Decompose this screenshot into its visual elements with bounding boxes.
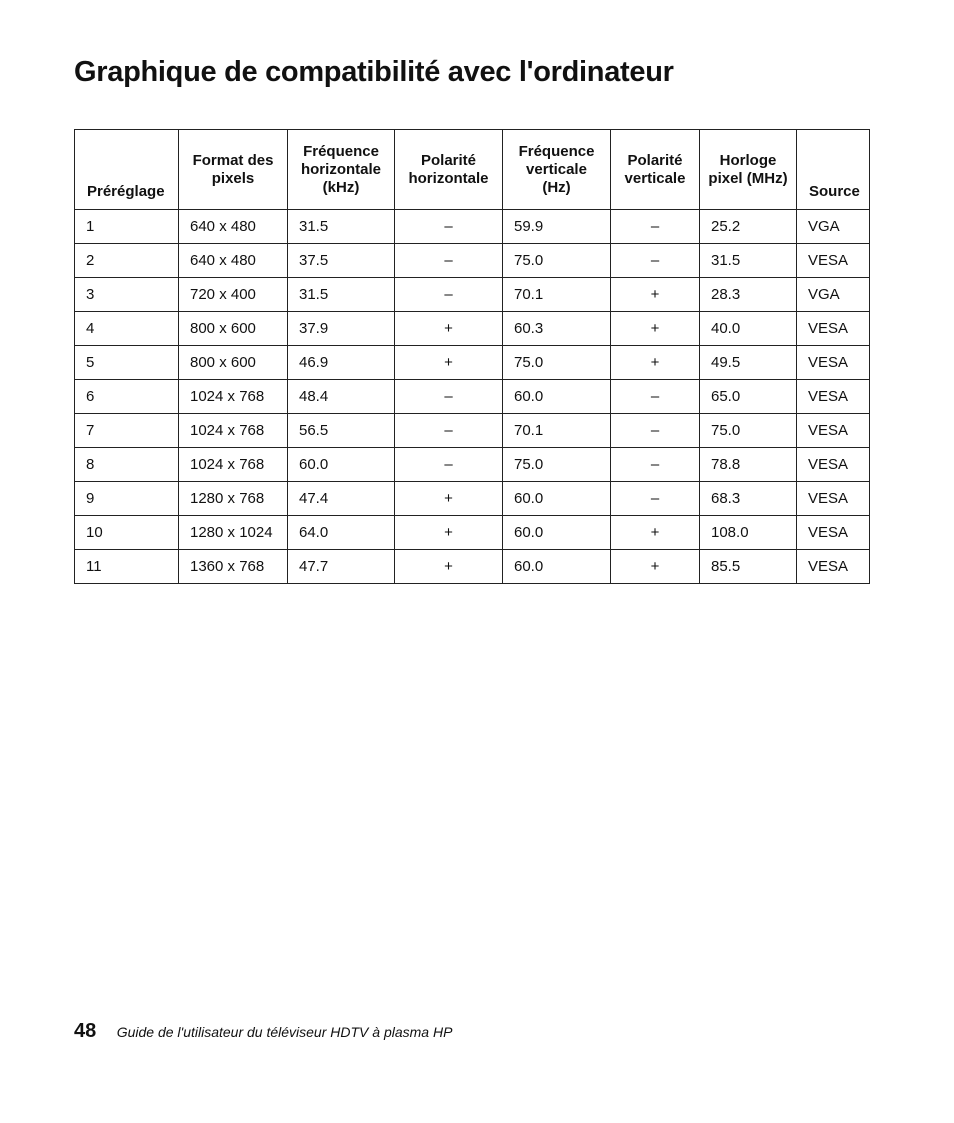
cell-pixel-clock: 68.3 xyxy=(700,482,797,516)
cell-source: VESA xyxy=(797,516,870,550)
cell-pixel-format: 1024 x 768 xyxy=(179,414,288,448)
cell-pixel-clock: 49.5 xyxy=(700,346,797,380)
cell-horizontal-polarity: + xyxy=(395,516,503,550)
cell-horizontal-frequency: 60.0 xyxy=(288,448,395,482)
table-row xyxy=(75,244,870,278)
cell-preset: 11 xyxy=(75,550,179,584)
cell-preset: 8 xyxy=(75,448,179,482)
cell-vertical-frequency: 70.1 xyxy=(503,278,611,312)
cell-preset: 10 xyxy=(75,516,179,550)
cell-preset: 6 xyxy=(75,380,179,414)
cell-pixel-clock: 28.3 xyxy=(700,278,797,312)
cell-vertical-polarity: + xyxy=(611,516,700,550)
cell-horizontal-polarity: + xyxy=(395,482,503,516)
cell-pixel-format: 640 x 480 xyxy=(179,244,288,278)
cell-vertical-polarity: + xyxy=(611,346,700,380)
cell-preset: 4 xyxy=(75,312,179,346)
cell-preset: 2 xyxy=(75,244,179,278)
cell-pixel-format: 1024 x 768 xyxy=(179,448,288,482)
table-row xyxy=(75,414,870,448)
cell-horizontal-frequency: 46.9 xyxy=(288,346,395,380)
cell-pixel-clock: 85.5 xyxy=(700,550,797,584)
cell-horizontal-frequency: 31.5 xyxy=(288,278,395,312)
cell-pixel-clock: 78.8 xyxy=(700,448,797,482)
cell-pixel-clock: 108.0 xyxy=(700,516,797,550)
cell-horizontal-polarity: – xyxy=(395,244,503,278)
cell-vertical-polarity: – xyxy=(611,210,700,244)
table-row xyxy=(75,346,870,380)
cell-source: VESA xyxy=(797,550,870,584)
cell-horizontal-polarity: + xyxy=(395,346,503,380)
header-vertical-polarity: Polarité verticale xyxy=(611,130,700,210)
cell-pixel-clock: 75.0 xyxy=(700,414,797,448)
cell-horizontal-polarity: + xyxy=(395,312,503,346)
table-row xyxy=(75,278,870,312)
header-horizontal-polarity: Polarité horizontale xyxy=(395,130,503,210)
header-vertical-frequency: Fréquence verticale (Hz) xyxy=(503,130,611,210)
cell-vertical-frequency: 75.0 xyxy=(503,448,611,482)
cell-pixel-format: 720 x 400 xyxy=(179,278,288,312)
cell-vertical-polarity: – xyxy=(611,482,700,516)
cell-pixel-format: 640 x 480 xyxy=(179,210,288,244)
cell-vertical-polarity: – xyxy=(611,380,700,414)
cell-vertical-frequency: 59.9 xyxy=(503,210,611,244)
page-number: 48 xyxy=(74,1020,97,1042)
cell-pixel-clock: 31.5 xyxy=(700,244,797,278)
cell-pixel-format: 800 x 600 xyxy=(179,312,288,346)
cell-source: VESA xyxy=(797,482,870,516)
cell-source: VESA xyxy=(797,448,870,482)
cell-vertical-polarity: – xyxy=(611,244,700,278)
cell-horizontal-polarity: – xyxy=(395,380,503,414)
cell-pixel-clock: 25.2 xyxy=(700,210,797,244)
cell-vertical-frequency: 70.1 xyxy=(503,414,611,448)
cell-pixel-format: 1024 x 768 xyxy=(179,380,288,414)
cell-horizontal-frequency: 56.5 xyxy=(288,414,395,448)
cell-pixel-format: 800 x 600 xyxy=(179,346,288,380)
cell-horizontal-frequency: 37.5 xyxy=(288,244,395,278)
cell-pixel-clock: 65.0 xyxy=(700,380,797,414)
table-header-row xyxy=(75,130,870,210)
cell-preset: 7 xyxy=(75,414,179,448)
table-row xyxy=(75,380,870,414)
cell-vertical-polarity: – xyxy=(611,414,700,448)
cell-vertical-frequency: 60.0 xyxy=(503,482,611,516)
cell-horizontal-polarity: – xyxy=(395,210,503,244)
cell-source: VESA xyxy=(797,380,870,414)
table-row xyxy=(75,448,870,482)
cell-vertical-polarity: + xyxy=(611,278,700,312)
cell-pixel-format: 1280 x 768 xyxy=(179,482,288,516)
cell-horizontal-frequency: 47.7 xyxy=(288,550,395,584)
cell-source: VGA xyxy=(797,278,870,312)
cell-source: VESA xyxy=(797,312,870,346)
table-row xyxy=(75,516,870,550)
table-row xyxy=(75,482,870,516)
footer-text: Guide de l'utilisateur du téléviseur HDTV à plasma HP xyxy=(116,1024,453,1040)
page-footer xyxy=(74,1020,452,1043)
cell-preset: 1 xyxy=(75,210,179,244)
cell-horizontal-polarity: – xyxy=(395,278,503,312)
cell-vertical-frequency: 75.0 xyxy=(503,346,611,380)
cell-horizontal-frequency: 47.4 xyxy=(288,482,395,516)
header-pixel-format: Format des pixels xyxy=(179,130,288,210)
cell-horizontal-frequency: 48.4 xyxy=(288,380,395,414)
page-title: Graphique de compatibilité avec l'ordinateur xyxy=(74,56,674,88)
cell-preset: 5 xyxy=(75,346,179,380)
cell-preset: 3 xyxy=(75,278,179,312)
cell-source: VESA xyxy=(797,414,870,448)
cell-horizontal-polarity: + xyxy=(395,550,503,584)
cell-source: VESA xyxy=(797,346,870,380)
cell-vertical-frequency: 60.0 xyxy=(503,516,611,550)
cell-pixel-format: 1360 x 768 xyxy=(179,550,288,584)
cell-horizontal-frequency: 37.9 xyxy=(288,312,395,346)
table-row xyxy=(75,210,870,244)
cell-horizontal-polarity: – xyxy=(395,448,503,482)
cell-vertical-frequency: 60.3 xyxy=(503,312,611,346)
cell-horizontal-frequency: 31.5 xyxy=(288,210,395,244)
cell-source: VESA xyxy=(797,244,870,278)
cell-preset: 9 xyxy=(75,482,179,516)
header-pixel-clock: Horloge pixel (MHz) xyxy=(700,130,797,210)
header-horizontal-frequency: Fréquence horizontale (kHz) xyxy=(288,130,395,210)
cell-horizontal-polarity: – xyxy=(395,414,503,448)
cell-horizontal-frequency: 64.0 xyxy=(288,516,395,550)
header-preset: Préréglage xyxy=(75,130,179,210)
table-body xyxy=(75,210,870,584)
cell-source: VGA xyxy=(797,210,870,244)
table-row xyxy=(75,312,870,346)
cell-vertical-frequency: 60.0 xyxy=(503,550,611,584)
cell-vertical-frequency: 60.0 xyxy=(503,380,611,414)
compatibility-table xyxy=(74,129,870,584)
cell-vertical-frequency: 75.0 xyxy=(503,244,611,278)
table-row xyxy=(75,550,870,584)
header-source: Source xyxy=(797,130,870,210)
cell-vertical-polarity: + xyxy=(611,312,700,346)
cell-pixel-format: 1280 x 1024 xyxy=(179,516,288,550)
cell-vertical-polarity: – xyxy=(611,448,700,482)
cell-vertical-polarity: + xyxy=(611,550,700,584)
cell-pixel-clock: 40.0 xyxy=(700,312,797,346)
